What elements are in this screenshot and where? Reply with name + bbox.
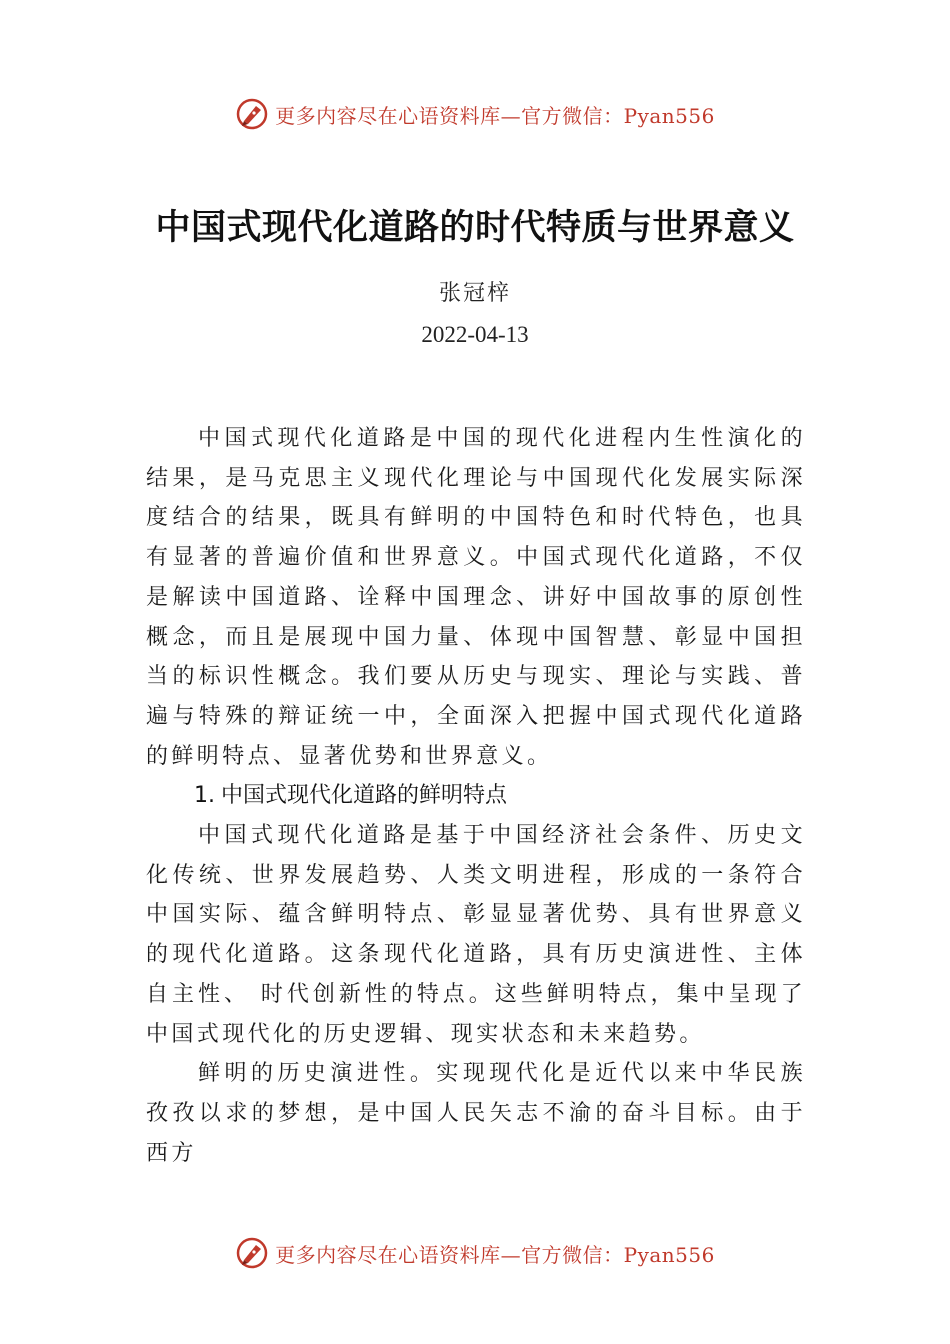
document-title: 中国式现代化道路的时代特质与世界意义 [155,207,795,248]
document-body [146,419,806,1173]
section-heading-text: 中国式现代化道路的鲜明特点 [221,783,508,809]
section-number: 1. [194,783,215,809]
pen-nib-logo-icon [235,1236,269,1270]
header-banner [0,94,950,134]
pen-nib-logo-icon [235,97,269,131]
footer-banner-text: 更多内容尽在心语资料库—官方微信：Pyan556 [275,1242,715,1267]
header-banner-text: 更多内容尽在心语资料库—官方微信：Pyan556 [275,103,715,128]
document-author: 张冠梓 [438,281,511,306]
section-paragraph: 中国式现代化道路是基于中国经济社会条件、历史文化传统、世界发展趋势、人类文明进程，形成的一条符合中国实际、蕴含鲜明特点、彰显显著优势、具有世界意义的现代化道路。这条现代化道路，具有历史演进性、主体自主性、 时代创新性的特点。这些鲜明特点，集中呈现了中国式现代化的历史逻辑、现实状态和未来趋势。 [146,823,806,1047]
footer-banner [0,1233,950,1273]
section-heading [146,776,806,816]
intro-paragraph: 中国式现代化道路是中国的现代化进程内生性演化的结果，是马克思主义现代化理论与中国现代化发展实际深度结合的结果，既具有鲜明的中国特色和时代特色，也具有显著的普遍价值和世界意义。中国式现代化道路，不仅是解读中国道路、诠释中国理念、讲好中国故事的原创性概念，而且是展现中国力量、体现中国智慧、彰显中国担当的标识性概念。我们要从历史与现实、理论与实践、普遍与特殊的辩证统一中，全面深入把握中国式现代化道路的鲜明特点、显著优势和世界意义。 [146,426,806,769]
section-paragraph: 鲜明的历史演进性。实现现代化是近代以来中华民族孜孜以求的梦想，是中国人民矢志不渝的奋斗目标。由于西方 [146,1061,806,1166]
document-date: 2022-04-13 [421,322,529,347]
